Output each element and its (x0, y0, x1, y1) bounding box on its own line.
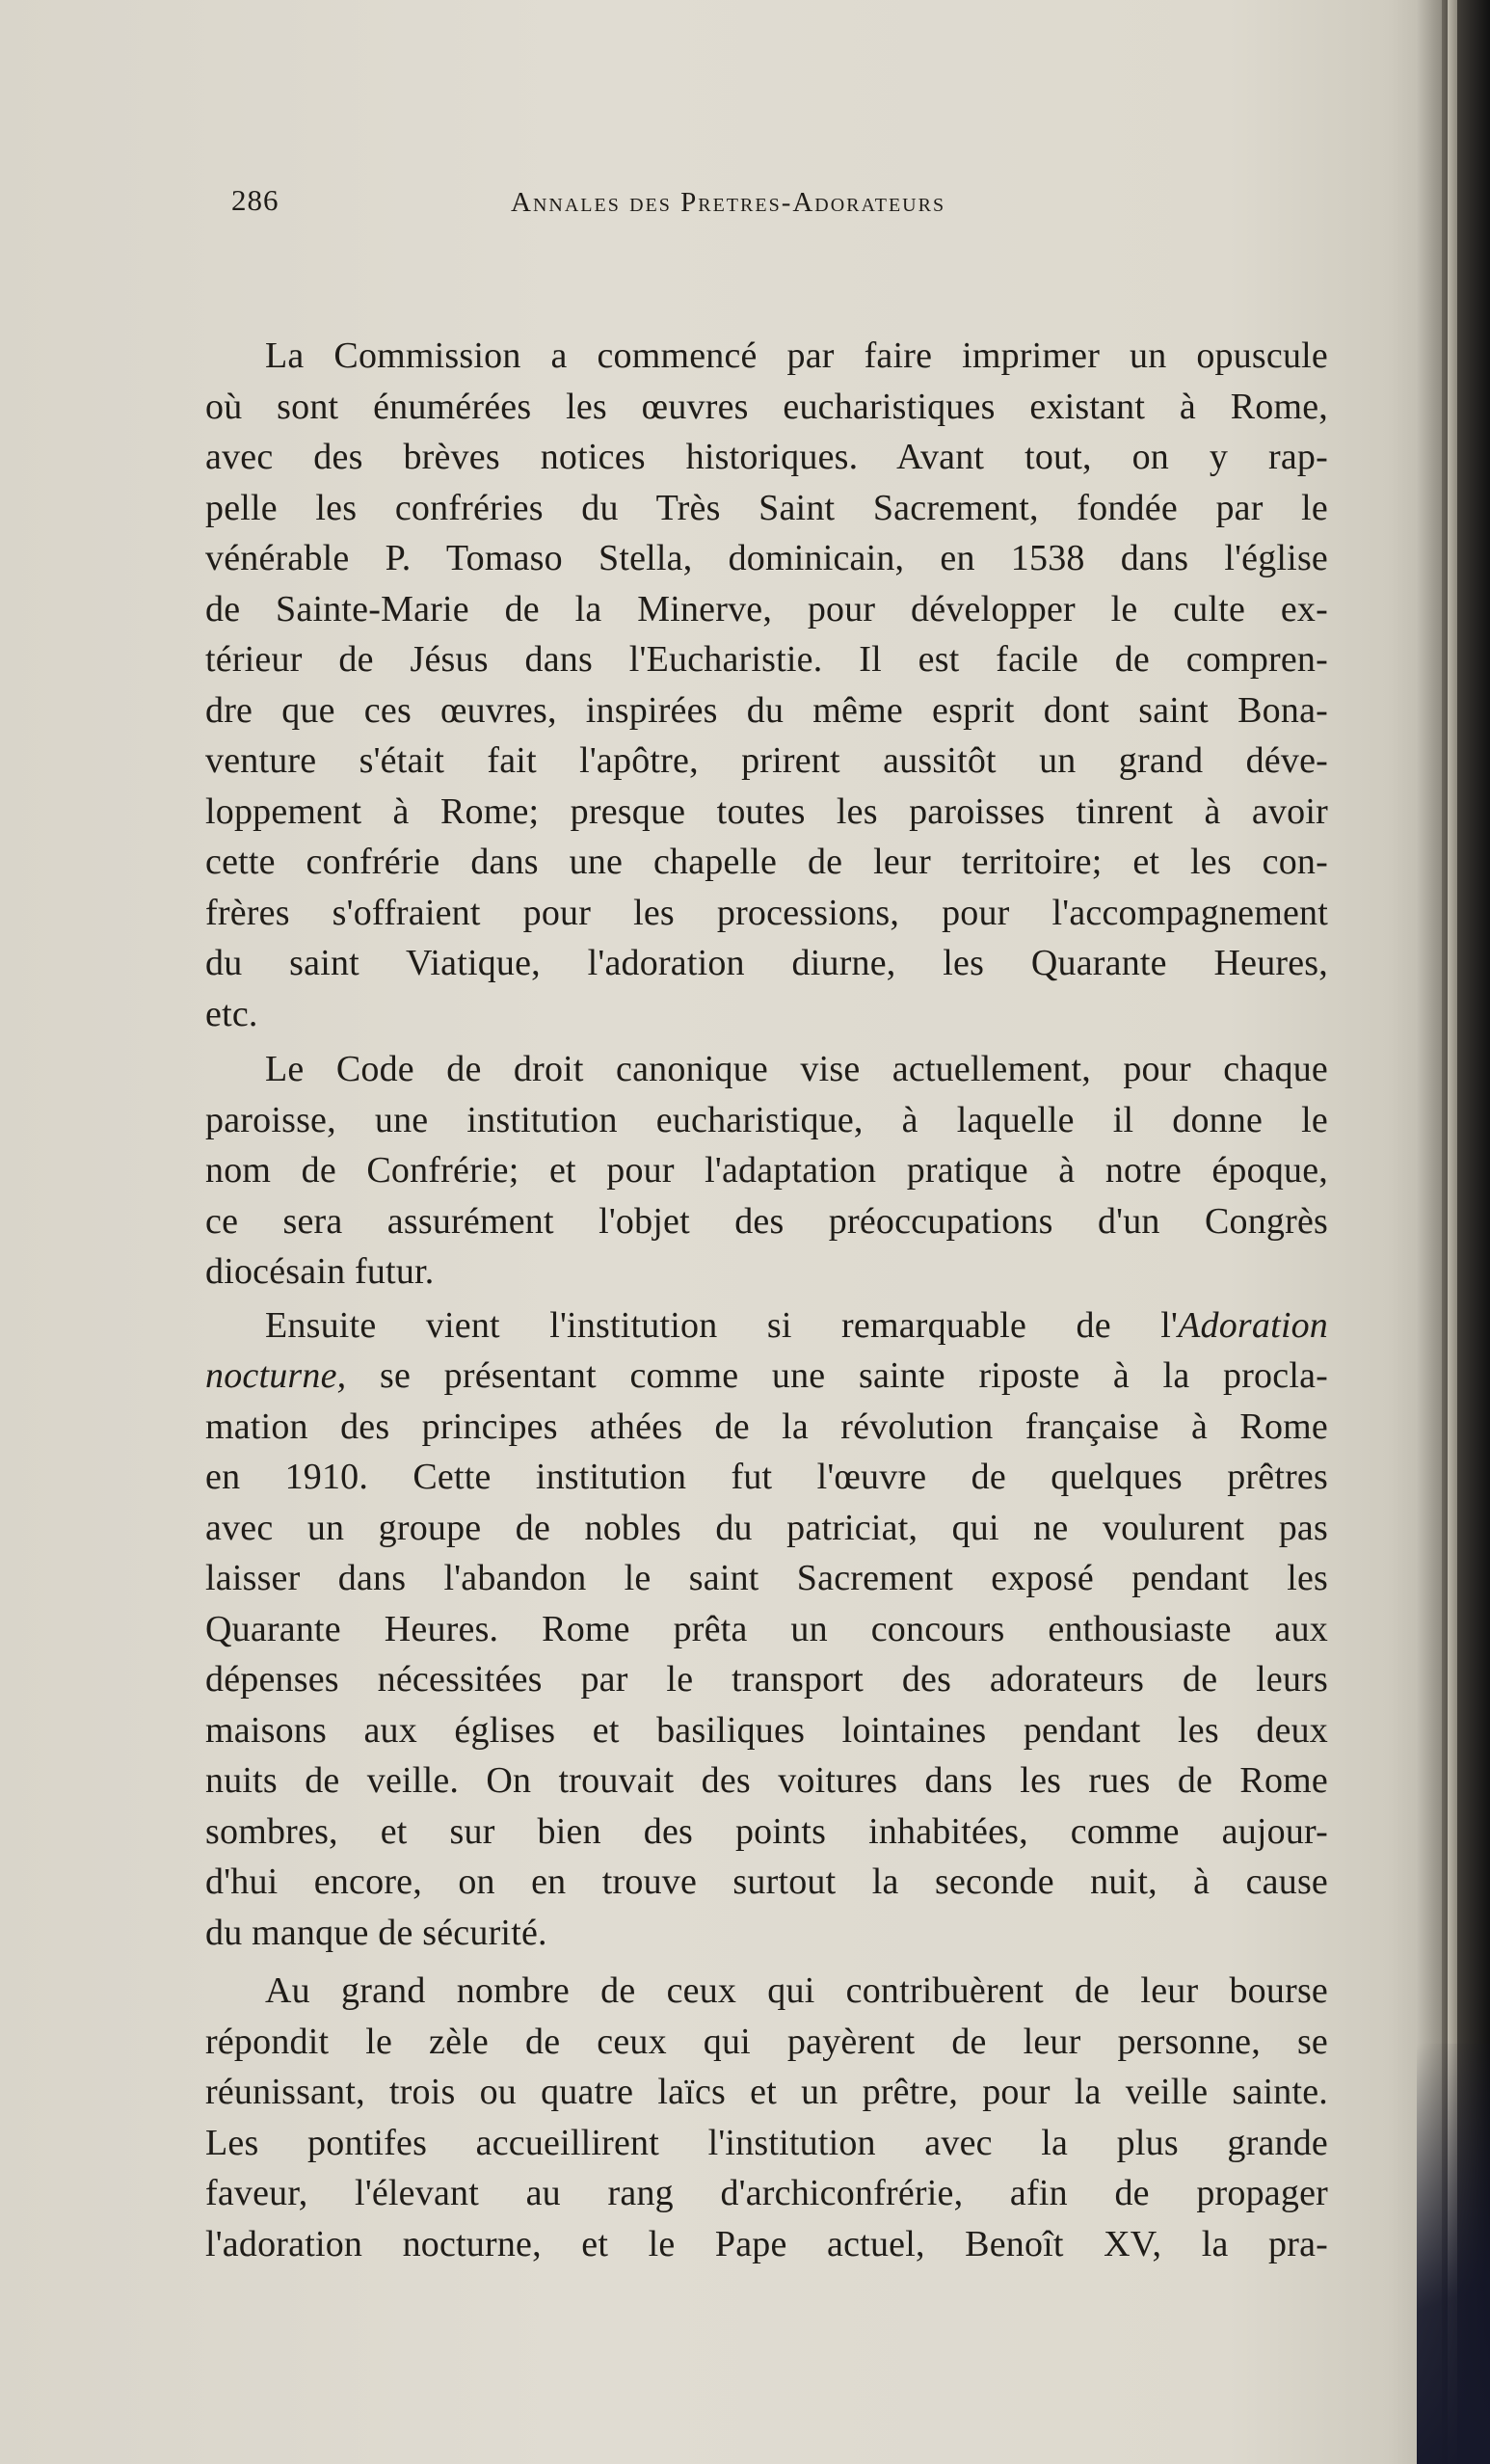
text-line: nom de Confrérie; et pour l'adaptation pratique à notre époque, (205, 1150, 1328, 1191)
page-body (205, 331, 1328, 2269)
paragraph (205, 331, 1328, 1039)
text-line: avec un groupe de nobles du patriciat, qui ne voulurent pas (205, 1507, 1328, 1548)
running-title: Annales des Pretres-Adorateurs (511, 187, 946, 218)
text-line: Ensuite vient l'institution si remarquable de l'Adoration (265, 1304, 1328, 1346)
page-number: 286 (231, 183, 279, 217)
text-line: vénérable P. Tomaso Stella, dominicain, en 1538 dans l'église (205, 538, 1328, 578)
text-line: faveur, l'élevant au rang d'archiconfrérie, afin de propager (205, 2173, 1328, 2213)
text-line: pelle les confréries du Très Saint Sacrement, fondée par le (205, 487, 1328, 528)
text-line: Quarante Heures. Rome prêta un concours enthousiaste aux (205, 1608, 1328, 1649)
text-line: etc. (205, 993, 258, 1034)
paragraph (205, 1300, 1328, 1959)
text-line: d'hui encore, on en trouve surtout la seconde nuit, à cause (205, 1861, 1328, 1902)
text-line: du saint Viatique, l'adoration diurne, les Quarante Heures, (205, 943, 1328, 983)
text-line: avec des brèves notices historiques. Avant tout, on y rap- (205, 437, 1328, 477)
text-line: térieur de Jésus dans l'Eucharistie. Il est facile de compren- (205, 639, 1328, 680)
page-header (231, 183, 1099, 222)
text-line: Le Code de droit canonique vise actuellement, pour chaque (265, 1049, 1328, 1089)
text-line: diocésain futur. (205, 1251, 435, 1292)
text-line: réunissant, trois ou quatre laïcs et un prêtre, pour la veille sainte. (205, 2072, 1328, 2112)
text-line: venture s'était fait l'apôtre, prirent aussitôt un grand déve- (205, 740, 1328, 781)
text-line: Les pontifes accueillirent l'institution avec la plus grande (205, 2122, 1328, 2163)
text-line: l'adoration nocturne, et le Pape actuel, Benoît XV, la pra- (205, 2223, 1328, 2264)
text-line: maisons aux églises et basiliques lointaines pendant les deux (205, 1709, 1328, 1751)
text-line: nuits de veille. On trouvait des voitures dans les rues de Rome (205, 1760, 1328, 1801)
text-line: répondit le zèle de ceux qui payèrent de leur personne, se (205, 2021, 1328, 2062)
text-line: dre que ces œuvres, inspirées du même esprit dont saint Bona- (205, 689, 1328, 731)
text-line: cette confrérie dans une chapelle de leur territoire; et les con- (205, 842, 1328, 882)
text-line: paroisse, une institution eucharistique, à laquelle il donne le (205, 1099, 1328, 1140)
text-line: dépenses nécessitées par le transport des adorateurs de leurs (205, 1659, 1328, 1700)
paragraph (205, 1044, 1328, 1298)
paragraph (205, 1966, 1328, 2269)
book-cover-corner (1417, 2044, 1490, 2464)
text-line: loppement à Rome; presque toutes les paroisses tinrent à avoir (205, 790, 1328, 832)
text-line: La Commission a commencé par faire imprimer un opuscule (265, 335, 1328, 376)
text-line: mation des principes athées de la révolution française à Rome (205, 1406, 1328, 1447)
text-line: laisser dans l'abandon le saint Sacrement exposé pendant les (205, 1558, 1328, 1598)
text-line: nocturne, se présentant comme une sainte riposte à la procla- (205, 1355, 1328, 1396)
text-line: ce sera assurément l'objet des préoccupations d'un Congrès (205, 1200, 1328, 1242)
text-line: en 1910. Cette institution fut l'œuvre de quelques prêtres (205, 1457, 1328, 1497)
text-line: frères s'offraient pour les processions, pour l'accompagnement (205, 892, 1328, 933)
text-line: de Sainte-Marie de la Minerve, pour développer le culte ex- (205, 588, 1328, 629)
text-line: Au grand nombre de ceux qui contribuèrent de leur bourse (265, 1970, 1328, 2011)
text-line: où sont énumérées les œuvres eucharistiques existant à Rome, (205, 386, 1328, 427)
text-line: du manque de sécurité. (205, 1912, 547, 1953)
text-line: sombres, et sur bien des points inhabitées, comme aujour- (205, 1810, 1328, 1852)
